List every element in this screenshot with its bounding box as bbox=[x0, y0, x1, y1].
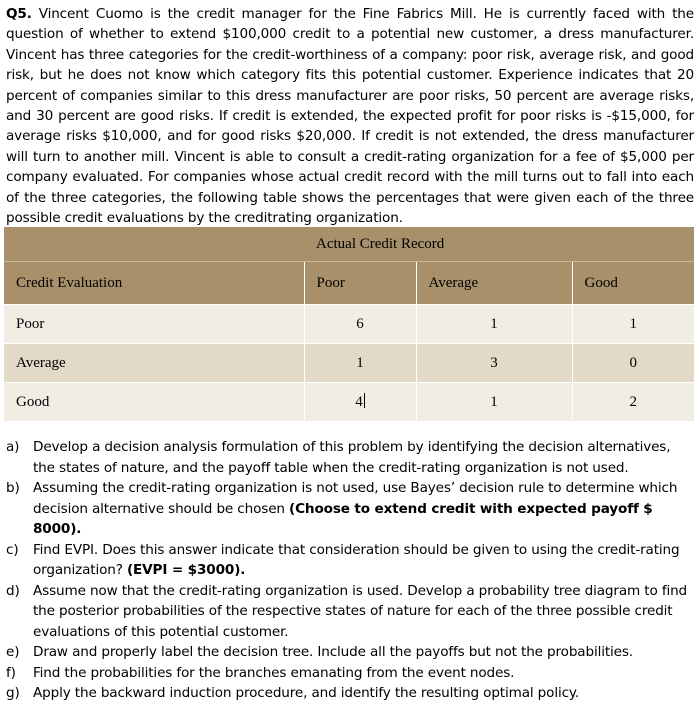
list-item bbox=[6, 581, 694, 643]
table-cell: 3 bbox=[416, 344, 572, 383]
credit-evaluation-table bbox=[4, 227, 694, 421]
part-text: Find the probabilities for the branches emanating from the event nodes. bbox=[33, 664, 515, 681]
part-text: Assume now that the credit-rating organization is used. Develop a probability tree diagram to find the posterior probabilities of the respective states of nature for each of the three possible credit evaluations of this potential customer. bbox=[33, 582, 688, 640]
table-cell: 1 bbox=[416, 383, 572, 422]
table-group-header-row bbox=[4, 227, 694, 262]
list-item bbox=[6, 437, 694, 478]
part-letter: f) bbox=[6, 664, 16, 681]
part-text: Develop a decision analysis formulation of this problem by identifying the decision alternatives, the states of nature, and the payoff table when the credit-rating organization is not used. bbox=[33, 439, 671, 476]
part-text: Apply the backward induction procedure, and identify the resulting optimal policy. bbox=[33, 685, 580, 701]
column-header-good: Good bbox=[572, 262, 694, 305]
part-answer: (Choose to extend credit with expected payoff $ 8000). bbox=[33, 500, 653, 537]
part-text: Draw and properly label the decision tree. Include all the payoffs but not the probabilities. bbox=[33, 644, 633, 660]
table-cell: 4 bbox=[355, 394, 363, 410]
credit-evaluation-header: Credit Evaluation bbox=[4, 262, 304, 305]
column-header-average: Average bbox=[416, 262, 572, 305]
text-cursor bbox=[364, 393, 365, 408]
table-cell: 1 bbox=[304, 344, 416, 383]
table-row bbox=[4, 344, 694, 383]
table-cell: 1 bbox=[572, 305, 694, 344]
part-letter: d) bbox=[6, 582, 20, 599]
row-label-average: Average bbox=[4, 344, 304, 383]
part-letter: g) bbox=[6, 685, 20, 701]
list-item bbox=[6, 540, 694, 581]
row-label-poor: Poor bbox=[4, 305, 304, 344]
table-cell: 6 bbox=[304, 305, 416, 344]
part-letter: e) bbox=[6, 644, 20, 660]
question-label: Q5. bbox=[6, 6, 32, 22]
list-item bbox=[6, 478, 694, 540]
part-text: Find EVPI. Does this answer indicate that consideration should be given to using the credit-rating organization? bbox=[33, 541, 680, 578]
table-cell: 0 bbox=[572, 344, 694, 383]
row-label-good: Good bbox=[4, 383, 304, 422]
part-letter: b) bbox=[6, 480, 20, 496]
question-body: Vincent Cuomo is the credit manager for the Fine Fabrics Mill. He is currently faced with the question of whether to extend $100,000 credit to a potential new customer, a dress manufacturer. Vincent has three categories for the credit-worthiness of a company: poor risk, average risk, and good risk, but he does not know which category fits this potential customer. Experience indicates that 20 percent of companies similar to this dress manufacturer are poor risks, 50 percent are average risks, and 30 percent are good risks. If credit is extended, the expected profit for poor risks is -$15,000, for average risks $10,000, and for good risks $20,000. If credit is not extended, the dress manufacturer will turn to another mill. Vincent is able to consult a credit-rating organization for a fee of $5,000 per company evaluated. For companies whose actual credit record with the mill turns out to fall into each of the three categories, the following table shows the percentages that were given each of the three possible credit evaluations by the creditrating organization. bbox=[6, 6, 694, 227]
list-item bbox=[6, 663, 694, 684]
list-item bbox=[6, 642, 694, 663]
part-letter: a) bbox=[6, 439, 20, 455]
part-letter: c) bbox=[6, 541, 19, 558]
list-item bbox=[6, 683, 694, 704]
part-answer: (EVPI = $3000). bbox=[126, 562, 246, 578]
question-parts-list bbox=[6, 437, 694, 704]
part-text: Assuming the credit-rating organization is not used, use Bayes’ decision rule to determine which decision alternative should be chosen bbox=[33, 480, 678, 517]
table-cell: 2 bbox=[572, 383, 694, 422]
actual-credit-record-header: Actual Credit Record bbox=[304, 227, 694, 262]
table-row bbox=[4, 305, 694, 344]
table-cell-editing[interactable] bbox=[304, 383, 416, 422]
table-cell: 1 bbox=[416, 305, 572, 344]
question-paragraph bbox=[6, 4, 694, 228]
column-header-poor: Poor bbox=[304, 262, 416, 305]
table-column-header-row bbox=[4, 262, 694, 305]
table-row bbox=[4, 383, 694, 422]
